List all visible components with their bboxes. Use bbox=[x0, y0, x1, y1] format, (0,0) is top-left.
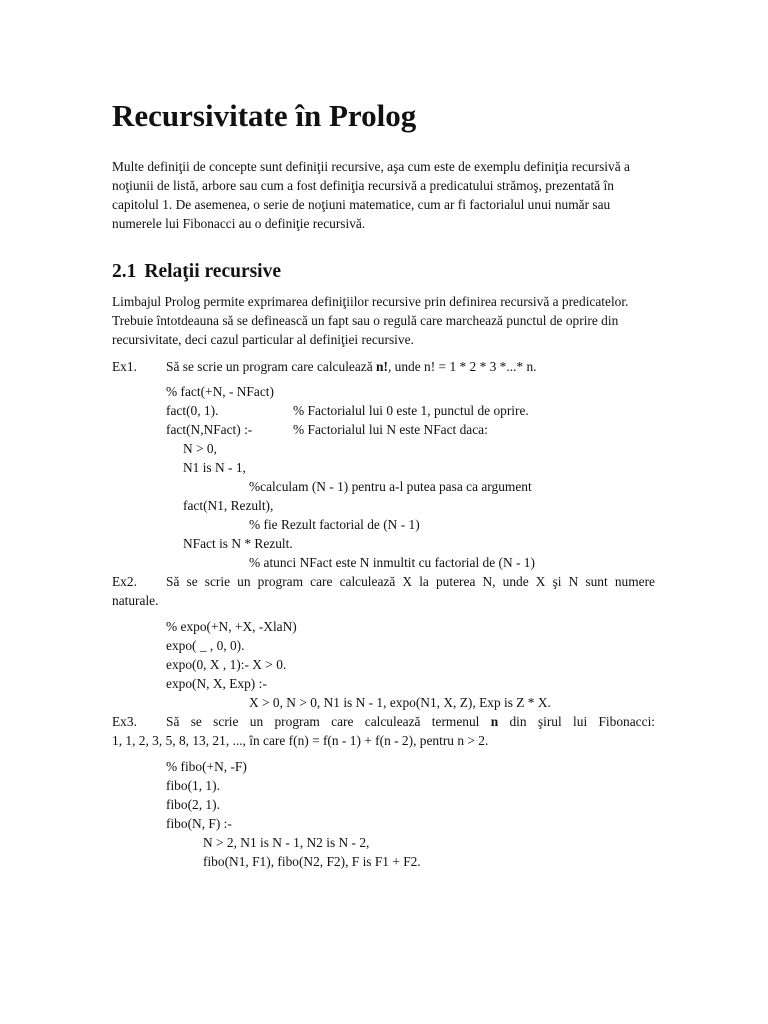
intro-line: noţiunii de listă, arbore sau cum a fost definiţia recursivă a predicatului strămoş, prezentată în bbox=[112, 178, 614, 193]
section-paragraph bbox=[112, 292, 655, 349]
example-label: Ex1. bbox=[112, 359, 137, 374]
intro-line: capitolul 1. De asemenea, o serie de noţiuni matematice, cum ar fi factorialul unui număr sau bbox=[112, 197, 611, 212]
example-2 bbox=[112, 572, 655, 610]
code-comment: %calculam (N - 1) pentru a-l putea pasa ca argument bbox=[249, 479, 532, 494]
section-line: recursivitate, deci cazul particular al definiţiei recursive. bbox=[112, 332, 414, 347]
code-line: expo( _ , 0, 0). bbox=[166, 638, 245, 653]
statement-bold: n! bbox=[376, 359, 388, 374]
example-statement: Să se scrie un program care calculează X la puterea N, unde X şi N sunt numere bbox=[166, 574, 655, 589]
intro-line: Multe definiţii de concepte sunt definiţii recursive, aşa cum este de exemplu definiţia recursivă a bbox=[112, 159, 630, 174]
code-line: N > 2, N1 is N - 1, N2 is N - 2, bbox=[203, 835, 370, 850]
code-line: % fibo(+N, -F) bbox=[166, 759, 247, 774]
section-number: 2.1 bbox=[112, 261, 137, 282]
code-line: fibo(N, F) :- bbox=[166, 816, 232, 831]
section-line: Trebuie întotdeauna să se definească un fapt sau o regulă care marchează punctul de oprire din bbox=[112, 313, 619, 328]
statement-text: , unde n! = 1 * 2 * 3 *...* n. bbox=[387, 359, 537, 374]
code-line: fact(N1, Rezult), bbox=[183, 498, 274, 513]
code-line: % expo(+N, +X, -XlaN) bbox=[166, 619, 297, 634]
code-line: fact(0, 1). bbox=[166, 403, 219, 418]
code-comment: % atunci NFact este N inmultit cu factorial de (N - 1) bbox=[249, 555, 535, 570]
statement-text: din şirul lui Fibonacci: bbox=[498, 714, 656, 729]
code-line: X > 0, N > 0, N1 is N - 1, expo(N1, X, Z), Exp is Z * X. bbox=[249, 695, 551, 710]
statement-text: Să se scrie un program care calculează bbox=[166, 359, 377, 374]
example-statement-continued: naturale. bbox=[112, 593, 159, 608]
code-line: fibo(2, 1). bbox=[166, 797, 220, 812]
code-comment: % fie Rezult factorial de (N - 1) bbox=[249, 517, 420, 532]
section-line: Limbajul Prolog permite exprimarea definiţiilor recursive prin definirea recursivă a predicatelor. bbox=[112, 294, 629, 309]
code-line: N1 is N - 1, bbox=[183, 460, 246, 475]
document-title: Recursivitate în Prolog bbox=[112, 98, 417, 133]
code-line: N > 0, bbox=[183, 441, 217, 456]
example-label: Ex3. bbox=[112, 714, 137, 729]
code-line: NFact is N * Rezult. bbox=[183, 536, 293, 551]
example-statement-continued: 1, 1, 2, 3, 5, 8, 13, 21, ..., în care f(n) = f(n - 1) + f(n - 2), pentru n > 2. bbox=[112, 733, 489, 748]
code-line: fibo(1, 1). bbox=[166, 778, 220, 793]
code-line: % fact(+N, - NFact) bbox=[166, 384, 274, 399]
intro-line: numerele lui Fibonacci au o definiţie recursivă. bbox=[112, 216, 366, 231]
example-3 bbox=[112, 712, 655, 750]
statement-bold: n bbox=[490, 714, 499, 729]
code-line: expo(0, X , 1):- X > 0. bbox=[166, 657, 287, 672]
example-statement bbox=[166, 712, 655, 731]
code-line: fact(N,NFact) :- bbox=[166, 422, 253, 437]
code-comment: % Factorialul lui N este NFact daca: bbox=[293, 422, 488, 437]
code-line: expo(N, X, Exp) :- bbox=[166, 676, 267, 691]
code-comment: % Factorialul lui 0 este 1, punctul de oprire. bbox=[293, 403, 529, 418]
intro-paragraph bbox=[112, 157, 655, 233]
section-title: Relaţii recursive bbox=[144, 261, 282, 282]
section-heading bbox=[112, 258, 281, 286]
code-line: fibo(N1, F1), fibo(N2, F2), F is F1 + F2. bbox=[203, 854, 421, 869]
example-statement bbox=[166, 357, 655, 376]
example-label: Ex2. bbox=[112, 574, 137, 589]
statement-text: Să se scrie un program care calculează termenul bbox=[166, 714, 491, 729]
example-1 bbox=[112, 357, 655, 376]
